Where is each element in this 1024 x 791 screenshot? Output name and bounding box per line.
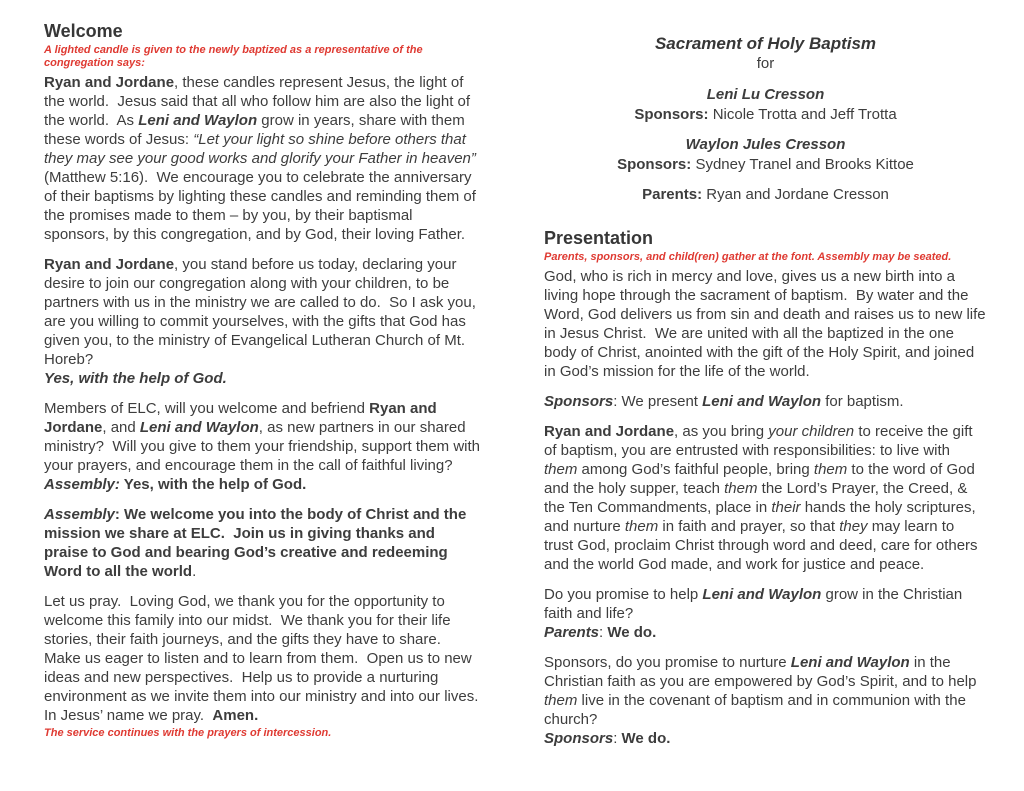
left-column: [44, 20, 487, 743]
presentation-heading: Presentation: [544, 228, 654, 248]
child-sponsors-waylon: [544, 155, 987, 175]
presentation-paragraph-2: Sponsors: We present Leni and Waylon for baptism.: [544, 393, 904, 410]
child-sponsors-leni: [544, 105, 987, 125]
child-name-leni: Leni Lu Cresson: [706, 86, 825, 103]
presentation-paragraph-5: Sponsors, do you promise to nurture Leni and Waylon in the Christian faith as you are empowered by God’s Spirit, and to help them live in the covenant of baptism and in communion with the church? Sponsors: We do.: [544, 654, 981, 747]
presentation-paragraph-1: God, who is rich in mercy and love, gives us a new birth into a living hope through the sacrament of baptism. By water and the Word, God delivers us from sin and death and raises us to new life in Jesus Christ. We are united with all the baptized in the one body of Christ, anointed with the gift of the Holy Spirit, and joined in God’s mission for the life of the world.: [544, 268, 990, 380]
welcome-heading: Welcome: [44, 21, 123, 41]
presentation-paragraph-4: Do you promise to help Leni and Waylon grow in the Christian faith and life? Parents: We do.: [544, 586, 967, 641]
right-column: [544, 33, 990, 748]
welcome-paragraph-5: Let us pray. Loving God, we thank you for the opportunity to welcome this family into our midst. We thank you for their life stories, their faith journeys, and the gifts they have to share. Make us eager to listen and to learn from them. Open us to new ideas and new perspectives. Help us to provide a nurturing environment as we invite them into our ministry and into our lives. In Jesus’ name we pray. Amen.: [44, 593, 487, 724]
presentation-paragraph-3: Ryan and Jordane, as you bring your children to receive the gift of baptism, you are entrusted with responsibilities: to live with them among God’s faithful people, bring them to the word of God and the holy supper, teach them the Lord’s Prayer, the Creed, & the Ten Commandments, place in their hands the holy scriptures, and nurture them in faith and prayer, so that they may learn to trust God, proclaim Christ through word and deed, care for others and the world God made, and work for justice and peace.: [544, 423, 982, 573]
sponsors-names: Sydney Tranel and Brooks Kittoe: [695, 156, 914, 173]
sponsors-names: Nicole Trotta and Jeff Trotta: [712, 106, 897, 123]
for-label: for: [756, 55, 775, 72]
baptism-header: [544, 33, 987, 205]
presentation-section: [544, 227, 990, 748]
document-title: Sacrament of Holy Baptism: [654, 34, 877, 53]
parents-names: Ryan and Jordane Cresson: [706, 186, 889, 203]
child-block-waylon: [544, 135, 987, 175]
welcome-paragraph-2: Ryan and Jordane, you stand before us today, declaring your desire to join our congregation along with your children, to be partners with us in the ministry we are called to do. So I ask you, are you willing to commit yourselves, with the gifts that God has given you, to the ministry of Evangelical Lutheran Church of Mt. Horeb? Yes, with the help of God.: [44, 256, 481, 387]
child-name-waylon: Waylon Jules Cresson: [685, 136, 846, 153]
welcome-paragraph-4: Assembly: We welcome you into the body of Christ and the mission we share at ELC. Join us in giving thanks and praise to God and bearing God’s creative and redeeming Word to all the world.: [44, 506, 471, 580]
welcome-paragraph-1: Ryan and Jordane, these candles represent Jesus, the light of the world. Jesus said that all who follow him are also the light of the world. As Leni and Waylon grow in years, share with them these words of Jesus: “Let your light so shine before others that they may see your good works and glorify your Father in heaven” (Matthew 5:16). We encourage you to celebrate the anniversary of their baptisms by lighting these candles and reminding them of the promises made to them – by you, by their baptismal sponsors, by this congregation, and by God, their loving Father.: [44, 74, 481, 243]
closing-rubric: The service continues with the prayers of intercession.: [44, 727, 332, 739]
sponsors-label: Sponsors:: [634, 106, 709, 123]
parents-label: Parents:: [642, 186, 703, 203]
parents-line: [544, 185, 987, 205]
welcome-rubric: A lighted candle is given to the newly baptized as a representative of the congregation says:: [44, 44, 423, 69]
child-block-leni: [544, 85, 987, 125]
welcome-paragraph-3: Members of ELC, will you welcome and befriend Ryan and Jordane, and Leni and Waylon, as new partners in our shared ministry? Will you give to them your friendship, support them with your prayers, and encourage them in the call of faithful living? Assembly: Yes, with the help of God.: [44, 400, 485, 493]
presentation-rubric: Parents, sponsors, and child(ren) gather at the font. Assembly may be seated.: [544, 251, 952, 263]
sponsors-label: Sponsors:: [617, 156, 692, 173]
